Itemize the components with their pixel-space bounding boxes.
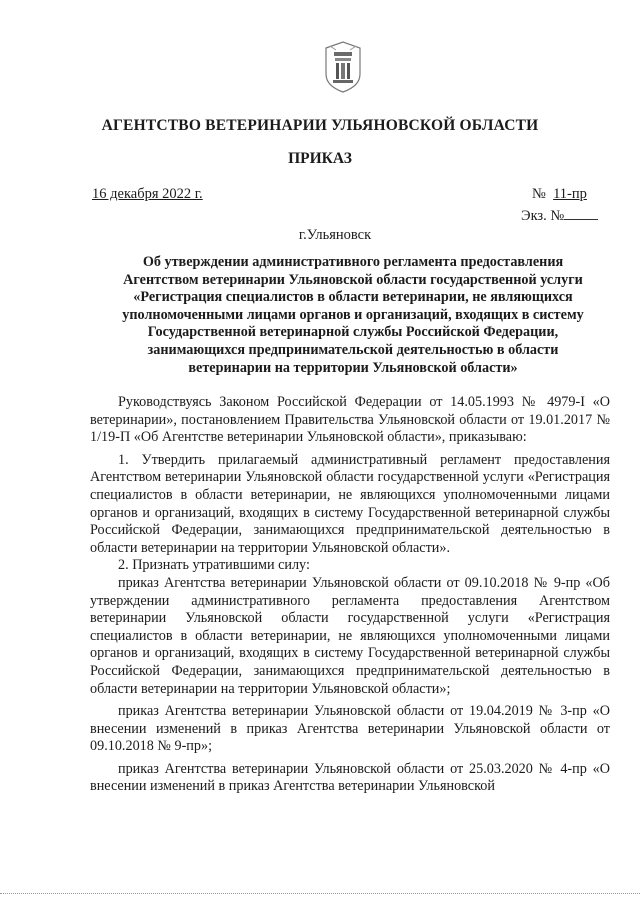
subject-line: уполномоченными лицами органов и организаций, входящих в систему (122, 306, 584, 323)
item-2-paragraph: 2. Признать утратившими силу: (118, 557, 310, 574)
number-label: № (532, 186, 546, 202)
city: г.Ульяновск (298, 227, 372, 243)
item-2b-paragraph: приказ Агентства ветеринарии Ульяновской области от 19.04.2019 № 3-пр «О внесении изменений в приказ Агентства ветеринарии Ульяновской области от 09.10.2018 № 9-пр»; (90, 703, 610, 755)
coat-of-arms-icon (322, 40, 364, 94)
copy-label: Экз. № (521, 208, 565, 224)
subject-line: «Регистрация специалистов в области ветеринарии, не являющихся (133, 289, 573, 306)
page-edge-divider (0, 893, 640, 895)
subject-line: Государственной ветеринарной службы Российской Федерации, (147, 324, 559, 341)
document-date: 16 декабря 2022 г. (92, 186, 203, 202)
subject-line: занимающихся предпринимательской деятельностью в области (147, 341, 559, 358)
number-value: 11-пр (553, 186, 587, 202)
agency-title: АГЕНТСТВО ВЕТЕРИНАРИИ УЛЬЯНОВСКОЙ ОБЛАСТИ (101, 117, 539, 134)
copy-blank (564, 207, 598, 220)
subject-line: Агентством ветеринарии Ульяновской области государственной услуги (123, 271, 583, 288)
item-2c-paragraph: приказ Агентства ветеринарии Ульяновской области от 25.03.2020 № 4-пр «О внесении изменений в приказ Агентства ветеринарии Ульяновской (90, 760, 610, 795)
document-number (532, 186, 587, 203)
preamble-paragraph: Руководствуясь Законом Российской Федерации от 14.05.1993 № 4979-I «О ветеринарии», постановлением Правительства Ульяновской области от 19.01.2017 № 1/19-П «Об Агентстве ветеринарии Ульяновской области», приказываю: (90, 394, 610, 446)
document-subject (100, 254, 606, 377)
item-2a-paragraph: приказ Агентства ветеринарии Ульяновской области от 09.10.2018 № 9-пр «Об утверждении административного регламента предоставления Агентством ветеринарии Ульяновской области государственной услуги «Регистрация специалистов в области ветеринарии, не являющихся уполномоченными лицами органов и организаций, входящих в систему Государственной ветеринарной службы Российской Федерации, занимающихся предпринимательской деятельностью в области ветеринарии на территории Ульяновской области»; (90, 574, 610, 697)
document-type: ПРИКАЗ (288, 150, 352, 167)
item-1-paragraph: 1. Утвердить прилагаемый административный регламент предоставления Агентством ветеринарии Ульяновской области государственной услуги «Регистрация специалистов в области ветеринарии, не являющихся уполномоченными лицами органов и организаций, входящих в систему Государственной ветеринарной службы Российской Федерации, занимающихся предпринимательской деятельностью в области ветеринарии на территории Ульяновской области». (90, 451, 610, 556)
subject-line: Об утверждении административного регламента предоставления (142, 254, 564, 270)
copy-number (521, 207, 598, 225)
document-body (90, 394, 610, 796)
subject-line: ветеринарии на территории Ульяновской области» (188, 359, 518, 376)
